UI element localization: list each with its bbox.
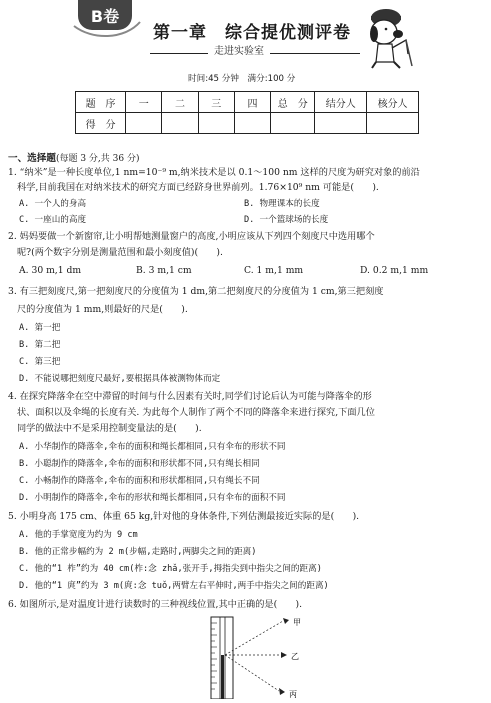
score-table-cell: 题 序 (76, 92, 126, 113)
paper-badge: B卷 (78, 0, 132, 30)
section-heading-label: 一、选择题 (8, 153, 56, 164)
question-2-option-b[interactable]: B. 3 m,1 cm (136, 265, 192, 276)
figure-label-bing: 丙 (289, 690, 297, 699)
score-input-cell-3[interactable] (198, 113, 234, 134)
question-3-option-a[interactable]: A. 第一把 (19, 323, 61, 333)
figure-label-jia: 甲 (293, 618, 301, 627)
question-3-option-d[interactable]: D. 不能说哪把刻度尺最好,要根据具体被测物体而定 (19, 374, 221, 384)
thermometer-figure (205, 615, 315, 699)
figure-label-yi: 乙 (291, 652, 299, 661)
score-input-cell-2[interactable] (162, 113, 198, 134)
question-5-option-d[interactable]: D. 他的“1 庹”约为 3 m(庹:念 tuǒ,两臂左右平伸时,两手中指尖之间的距离) (19, 581, 329, 591)
question-3-line-2: 尺的分度值为 1 mm,则最好的尺是( ). (17, 304, 188, 315)
section-heading-note: (每题 3 分,共 36 分) (55, 154, 140, 164)
score-input-cell-checker[interactable] (367, 113, 419, 134)
question-1-option-d[interactable]: D. 一个篮球场的长度 (244, 215, 329, 225)
badge-swoosh-decoration (72, 0, 142, 40)
question-6-line-1: 6. 如图所示,是对温度计进行读数时的三种视线位置,其中正确的是( ). (8, 599, 303, 610)
score-input-cell-grader[interactable] (315, 113, 367, 134)
question-4-line-3: 同学的做法中不是采用控制变量法的是( ). (17, 423, 202, 434)
subtitle-rule-right (270, 53, 360, 54)
question-2-line-2: 呢?(两个数字分别是测量范围和最小刻度值)( ). (17, 247, 223, 258)
question-5-line-1: 5. 小明身高 175 cm、体重 65 kg,针对他的身体条件,下列估测最接近实际的是( ). (8, 511, 360, 522)
question-5-option-b[interactable]: B. 他的正常步幅约为 2 m(步幅,走路时,两脚尖之间的距离) (19, 547, 257, 557)
question-4-line-2: 状、面积以及伞绳的长度有关. 为此每个人制作了两个不同的降落伞来进行探究,下面几位 (17, 407, 375, 418)
question-2-option-d[interactable]: D. 0.2 m,1 mm (360, 265, 429, 276)
score-input-cell-total[interactable] (271, 113, 315, 134)
page-title: 第一章 综合提优测评卷 (153, 23, 351, 43)
question-2-option-a[interactable]: A. 30 m,1 dm (19, 265, 82, 276)
question-4-line-1: 4. 在探究降落伞在空中滞留的时间与什么因素有关时,同学们讨论后认为可能与降落伞的形 (8, 391, 372, 402)
question-3-option-c[interactable]: C. 第三把 (19, 357, 61, 367)
subtitle-rule-left (150, 53, 208, 54)
thermometer-sightline-diagram (205, 615, 315, 699)
score-table-cell: 二 (162, 92, 198, 113)
section-heading (8, 153, 139, 165)
question-4-option-a[interactable]: A. 小华制作的降落伞,伞布的面积和绳长都相同,只有伞布的形状不同 (19, 442, 286, 452)
question-2-option-c[interactable]: C. 1 m,1 mm (244, 265, 304, 276)
mascot-dog-illustration (356, 4, 416, 72)
question-1-option-c[interactable]: C. 一座山的高度 (19, 215, 87, 225)
question-5-option-c[interactable]: C. 他的“1 柞”约为 40 cm(柞:念 zhǎ,张开手,拇指尖到中指尖之间的距离) (19, 564, 322, 574)
question-1-line-1: 1. “纳米”是一种长度单位,1 nm=10⁻⁹ m,纳米技术是以 0.1～100 nm 这样的尺度为研究对象的前沿 (8, 167, 420, 178)
exam-time-info: 时间:45 分钟 满分:100 分 (188, 74, 296, 84)
question-3-line-1: 3. 有三把刻度尺,第一把刻度尺的分度值为 1 dm,第二把刻度尺的分度值为 1 cm,第三把刻度 (8, 286, 384, 297)
question-1-option-b[interactable]: B. 物理课本的长度 (244, 199, 320, 209)
score-input-cell-4[interactable] (234, 113, 270, 134)
score-table-cell: 一 (126, 92, 162, 113)
question-5-option-a[interactable]: A. 他的手掌宽度为约为 9 cm (19, 530, 138, 540)
score-table-cell: 总 分 (271, 92, 315, 113)
question-4-option-c[interactable]: C. 小畅制作的降落伞,伞布的面积和形状都相同,只有绳长不同 (19, 476, 260, 486)
question-3-option-b[interactable]: B. 第二把 (19, 340, 61, 350)
chapter-subtitle: 走进实验室 (214, 46, 264, 57)
question-4-option-d[interactable]: D. 小明制作的降落伞,伞布的形状和绳长都相同,只有伞布的面积不同 (19, 493, 286, 503)
question-1-option-a[interactable]: A. 一个人的身高 (19, 199, 87, 209)
score-table-cell: 结分人 (315, 92, 367, 113)
score-table-score-row (76, 113, 419, 134)
score-table-cell: 核分人 (367, 92, 419, 113)
score-table-cell: 三 (198, 92, 234, 113)
question-4-option-b[interactable]: B. 小聪制作的降落伞,伞布的面积和形状都不同,只有绳长相同 (19, 459, 260, 469)
question-2-line-1: 2. 妈妈要做一个新窗帘,让小明帮她测量窗户的高度,小明应该从下列四个刻度尺中选用哪个 (8, 231, 375, 242)
score-table-cell: 四 (234, 92, 270, 113)
score-table-cell: 得 分 (76, 113, 126, 134)
score-table-header-row (76, 92, 419, 113)
score-table (75, 91, 419, 134)
score-input-cell-1[interactable] (126, 113, 162, 134)
question-1-line-2: 科学,目前我国在对纳米技术的研究方面已经跻身世界前列。1.76×10⁹ nm 可能是( ). (17, 182, 379, 193)
